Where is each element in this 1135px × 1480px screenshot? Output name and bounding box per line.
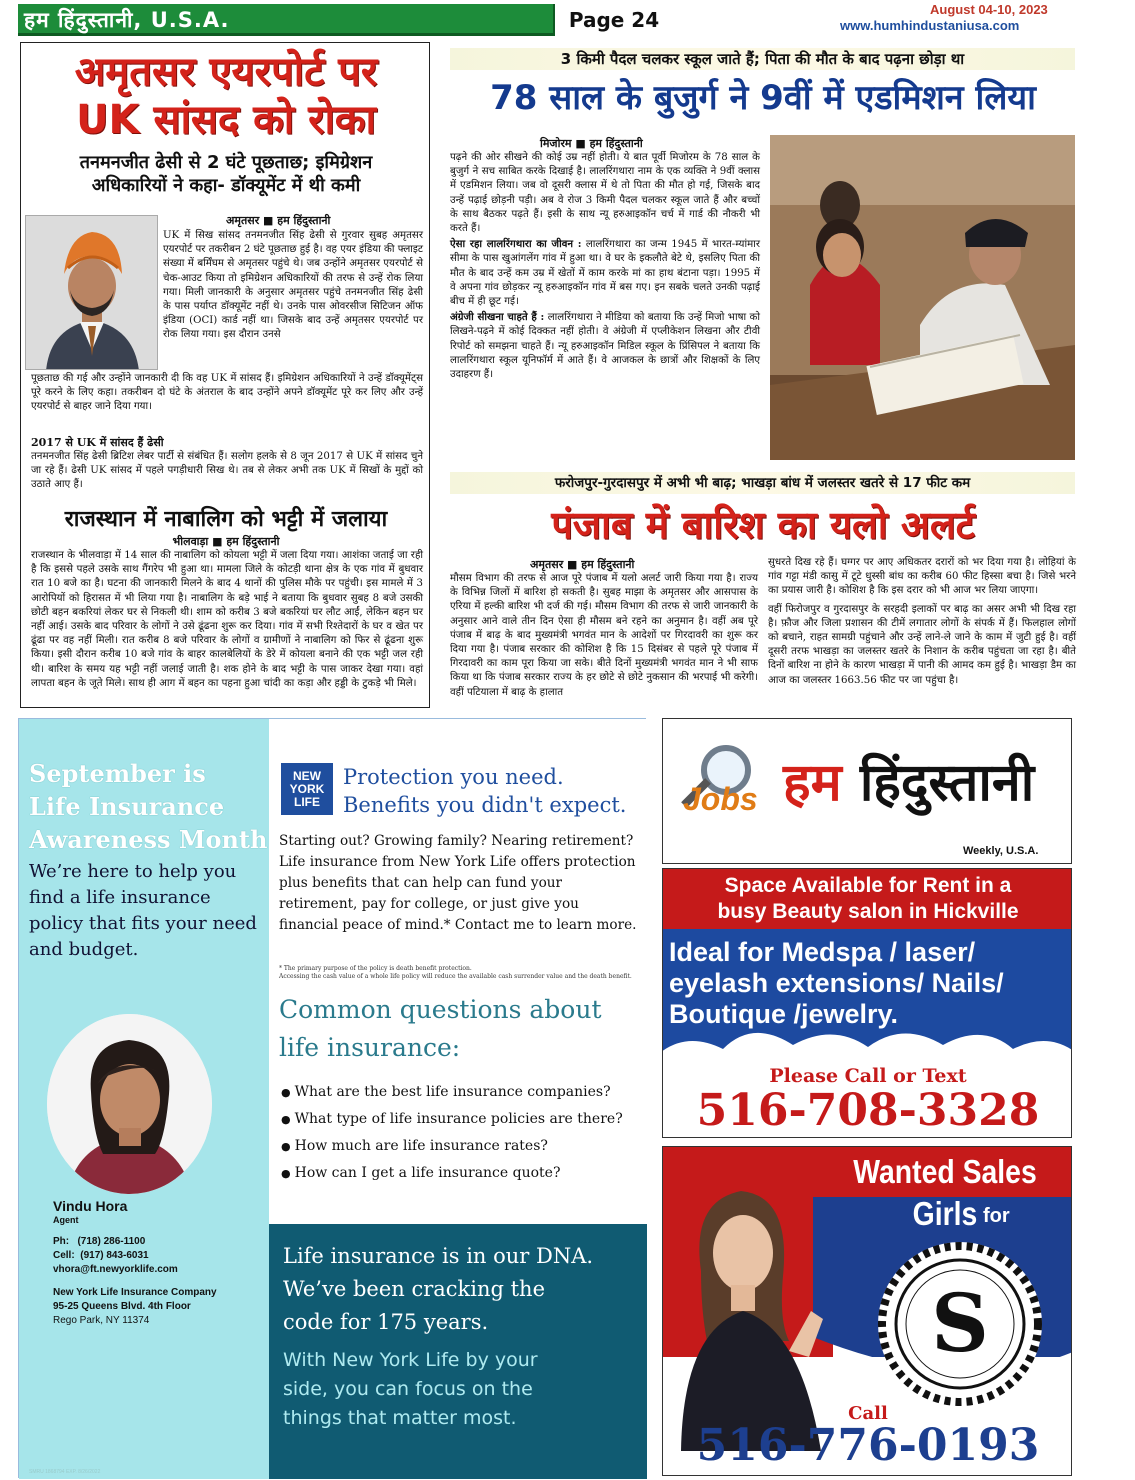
punjab-dateline: अमृतसर ■ हम हिंदुस्तानी [530,558,635,571]
website-link[interactable]: www.humhindustaniusa.com [840,18,1020,33]
sales-for: for [983,1205,1010,1227]
salon-description [669,937,1069,1030]
nyl-dna-line-1: Life insurance is in our DNA. [283,1244,594,1268]
agent-cell[interactable]: (917) 843-6031 [80,1250,149,1261]
mizoram-body [450,151,760,382]
nyl-questions-title-1: Common questions about [279,995,602,1024]
classroom-illustration [770,135,1075,460]
mp-portrait-illustration [26,216,158,370]
list-item: ● What type of life insurance policies are there? [281,1106,641,1133]
logo-line-3: LIFE [294,795,320,809]
sales-girls-ad[interactable] [662,1146,1072,1476]
mizoram-para-3-text: लालरिंगथारा ने मीडिया को बताया कि उन्हें मिजो भाषा को लिखने-पढ़ने में कोई दिक्कत नहीं होती। वे अंग्रेजी में एप्लीकेशन लिखना और टीवी रिपोर्ट को समझना चाहते हैं। न्यू हरुआइकॉन मिडिल स्कूल के प्रिंसिपल ने बताया कि लालरिंगथारा स्कूल यूनिफॉर्म में आते हैं। वे आजकल के छात्रों और शिक्षकों के लिए उदाहरण हैं। [450,312,760,381]
agent-contact [53,1199,268,1328]
salon-logo-letter: S [931,1276,989,1370]
mizoram-para-3 [450,310,760,382]
punjab-headline: पंजाब में बारिश का यलो अलर्ट [551,503,975,547]
mizoram-subhead-2: ऐसा रहा लालरिंगथारा का जीवन : [450,238,582,251]
nyl-side-line-1: With New York Life by your [283,1349,538,1371]
nyl-awareness-line-1: September is [29,759,206,788]
salon-logo-icon [875,1239,1045,1409]
nyl-questions-title [279,991,639,1067]
agent-address-2: Rego Park, NY 11374 [53,1315,150,1326]
agent-company: New York Life Insurance Company [53,1287,217,1298]
rajasthan-dateline: भीलवाड़ा ■ हम हिंदुस्तानी [172,535,280,548]
sales-title: Wanted Sales Girls [853,1153,1037,1232]
uk-subheadline [31,151,421,197]
salon-heading-1: Space Available for Rent in a [724,874,1012,897]
nyl-dna-panel [269,1224,647,1479]
salon-desc-1: Ideal for Medspa / laser/ [669,937,976,967]
agent-address-1: 95-25 Queens Blvd. 4th Floor [53,1301,191,1312]
list-item: ● How much are life insurance rates? [281,1133,641,1160]
masthead-title: हम हिंदुस्तानी, U.S.A. [24,8,230,32]
nyl-awareness-line-2: Life Insurance [29,792,225,821]
agent-email[interactable]: vhora@ft.newyorklife.com [53,1264,178,1275]
cell-label: Cell: [53,1250,75,1261]
agent-portrait-illustration [47,1014,212,1194]
uk-subheadline-line-1: तनमनजीत ढेसी से 2 घंटे पूछताछ; इमिग्रेशन [79,152,373,173]
sales-call-label: Call [848,1403,888,1424]
salon-desc-2: eyelash extensions/ Nails/ [669,968,1004,998]
agent-cell-row [53,1249,268,1263]
punjab-column-2-para-1: सुधरते दिख रहे हैं। घग्गर पर आए अधिकतर दरारों को भर दिया गया है। लोहियां के गांव गट्टा मंडी कासु में टूटे धुस्सी बांध का करीब 60 फीट हिस्सा बचा है। जिसे भरने का प्रयास जारी है। कोशिश है कि इस दरार को भी आज भर लिया जाएगा। [768,557,1076,597]
uk-subheadline-line-2: अधिकारियों ने कहा- डॉक्यूमेंट में थी कमी [91,175,361,196]
salon-phone[interactable]: 516-708-3328 [696,1085,1040,1136]
salon-call-to-action: Please Call or Text [769,1065,967,1087]
nyl-fine-print-1: * The primary purpose of the policy is death benefit protection. [279,965,472,972]
mizoram-para-1: पढ़ने की ओर सीखने की कोई उम्र नहीं होती। ये बात पूर्वी मिजोरम के 78 साल के बुजुर्ग ने सच साबित करके दिखाई है। लालरिंगथारा नाम के एक व्यक्ति ने 9वीं क्लास में एडमिशन लिया। जब वो दूसरी क्लास में थे तो पिता की मौत हो गई, जिसके बाद उन्हें पढ़ाई छोड़नी पड़ी। अब वे रोज 3 किमी पैदल चलकर स्कूल जाते हैं और बच्चों के साथ बैठकर पढ़ते हैं। इसी के साथ न्यू हरुआइकॉन चर्च में गार्ड की नौकरी भी करते हैं। [450,152,760,235]
nyl-tagline [343,763,643,819]
nyl-fine-print [279,965,639,981]
uk-section-head: 2017 से UK में सांसद हैं ढेसी [31,436,164,449]
uk-headline-line-1: अमृतसर एयरपोर्ट पर [74,49,378,95]
page-number: Page 24 [553,4,673,36]
jobs-ad[interactable] [662,718,1072,864]
nyl-right-panel [269,719,647,1479]
salon-heading-2: busy Beauty salon in Hickville [717,900,1019,923]
nyl-questions-title-2: life insurance: [279,1033,461,1062]
jobs-word: Jobs [683,781,758,817]
nyl-side-statement [283,1346,643,1433]
nyl-left-panel [19,719,269,1479]
mizoram-para-2 [450,237,760,309]
uk-body-side: UK में सिख सांसद तनमनजीत सिंह ढेसी से गुरवार सुबह अमृतसर एयरपोर्ट पर तकरीबन 2 घंटे पूछताछ हुई है। वह एयर इंडिया की फ्लाइट संख्या में बर्मिंघम से अमृतसर पहुंचे थे। जब उन्होंने अमृतसर एयरपोर्ट से चेक-आउट किया तो इमिग्रेशन अधिकारियों की तरफ से उन्हें रोक लिया गया। मिली जानकारी के अनुसार अमृतसर पहुंचे तनमनजीत सिंह ढेसी के पास पर्याप्त डॉक्यूमेंट नहीं थे। उनके पास ओवरसीज सिटिजन ऑफ इंडिया (OCI) कार्ड नहीं था। जिसके बाद उन्हें अमृतसर एयरपोर्ट पर रोक लिया गया। इस दौरान उनसे [163,230,423,341]
uk-body-continued: पूछताछ की गई और उन्होंने जानकारी दी कि वह UK में सांसद हैं। इमिग्रेशन अधिकारियों ने उन्हें डॉक्यूमेंट्स पूरे करने के लिए कहा। तकरीबन दो घंटे के अंतराल के बाद उन्होंने अपने डॉक्यूमेंट पूरे कर लिए और उन्हें एयरपोर्ट से बाहर जाने दिया गया। [31,373,423,413]
salon-rent-ad[interactable] [662,868,1072,1138]
agent-photo [47,1014,212,1194]
punjab-kicker: फरोजपुर-गुरदासपुर में अभी भी बाढ़; भाखड़ा बांध में जलस्तर खतरे से 17 फीट कम [450,472,1075,494]
salon-heading [663,869,1072,929]
agent-phone-row [53,1235,268,1249]
uk-section-body: तनमनजीत सिंह ढेसी ब्रिटिश लेबर पार्टी से संबंधित हैं। सलोग हलके से 8 जून 2017 से UK में सांसद चुने जा रहे हैं। ढेसी UK सांसद में पहले पगड़ीधारी सिख थे। तब से लेकर अभी तक UK में सिखों के मुद्दों को उठाते आए हैं। [31,451,423,491]
salon-desc-3: Boutique /jewelry. [669,999,899,1029]
masthead [18,4,673,36]
nyl-tagline-line-2: Benefits you didn't expect. [343,793,627,817]
logo-line-1: NEW [293,769,321,783]
punjab-column-2-para-2: वहीं फिरोजपुर व गुरदासपुर के सरहदी इलाकों पर बाढ़ का असर अभी भी दिख रहा है। फ़ौज और जिला प्रशासन की टीमें लगातार लोगों के संपर्क में हैं। फिलहाल लोगों को बचाने, राहत सामग्री पहुंचाने और उन्हें लाने-ले जाने के काम में जुटी हुई है। वहीं दूसरी तरफ भाखड़ा का जलस्तर खतरे के निशान के करीब पहुंचता जा रहा है। बीते दिनों बारिश ना होने के कारण भाखड़ा में पानी की आमद कम हुई है। भाखड़ा डैम का आज का जलस्तर 1663.56 फीट पर जा पहुंचा है। [768,603,1076,686]
rajasthan-headline: राजस्थान में नाबालिग को भट्टी में जलाया [64,507,388,532]
nyl-dna-statement [283,1240,643,1339]
uk-mp-article [20,42,430,708]
nyl-description: Starting out? Growing family? Nearing retirement? Life insurance from New York Life offers protection plus benefits that can help can fund your retirement, pay for college, or just give you financial peace of mind.* Contact me to learn more. [279,833,637,933]
jobs-brand-1: हम [783,753,860,813]
uk-dateline: अमृतसर ■ हम हिंदुस्तानी [226,214,331,227]
mp-photo [25,215,158,370]
nyl-fine-print-2: Accessing the cash value of a whole life policy will reduce the available cash surrender value and the death benefit. [279,973,632,980]
nyl-pitch: We’re here to help you find a life insurance policy that fits your need and budget. [29,861,257,960]
nyl-side-line-2: side, you can focus on the [283,1378,533,1400]
nyl-tagline-line-1: Protection you need. [343,765,564,789]
nyl-questions-list [281,1079,641,1187]
agent-title: Agent [53,1215,79,1225]
list-item: ● What are the best life insurance companies? [281,1079,641,1106]
nyl-side-line-3: things that matter most. [283,1407,517,1429]
uk-headline-line-2: UK सांसद को रोका [76,97,376,143]
mizoram-para-2-text: लालरिंगथारा का जन्म 1945 में भारत-म्यांमार सीमा के पास खुआंगलेंग गांव में हुआ था। वे घर के इकलौते बेटे थे, इसलिए पिता की मौत के बाद उन्हें कम उम्र में खेतों में काम करके मां का हाथ बंटाना पड़ा। 1995 में वे अपना गांव छोड़कर न्यू हरुआइकॉन गांव में बस गए। इन सबके चलते उनकी पढ़ाई बीच में ही छूट गई। [450,239,760,308]
agent-name: Vindu Hora [53,1198,128,1214]
agent-phone[interactable]: (718) 286-1100 [77,1236,146,1247]
classroom-photo [770,135,1075,460]
new-york-life-logo [281,763,333,815]
list-item: ● How can I get a life insurance quote? [281,1160,641,1187]
sales-phone[interactable]: 516-776-0193 [696,1420,1040,1471]
nyl-awareness-heading [29,757,269,856]
logo-line-2: YORK [289,782,325,796]
nyl-dna-line-2: We’ve been cracking the [283,1277,545,1301]
mizoram-dateline: मिजोरम ■ हम हिंदुस्तानी [540,137,643,150]
new-york-life-ad[interactable] [18,718,646,1478]
punjab-column-2 [768,556,1076,688]
mizoram-kicker: 3 किमी पैदल चलकर स्कूल जाते हैं; पिता की मौत के बाद पढ़ना छोड़ा था [450,48,1075,70]
issue-date: August 04-10, 2023 [930,2,1048,17]
jobs-brand [783,733,1073,833]
punjab-column-1: मौसम विभाग की तरफ से आज पूरे पंजाब में यलो अलर्ट जारी किया गया है। राज्य के विभिन्न जिलों में बारिश हो सकती है। सुबह माझा के अमृतसर और आसपास के एरिया में हल्की बारिश भी दर्ज की गई। मौसम विभाग की तरफ से जारी जानकारी के अनुसार आने वाले तीन दिन ऐसा ही मौसम बने रहने का अनुमान है। वहीं अब पूरे पंजाब में बाढ़ के बाद मुख्यमंत्री भगवंत मान के आदेशों पर गिरदावरी का शुरू कर दिया गया है। पंजाब सरकार की कोशिश है कि 15 दिसंबर से पहले पूरे पंजाब में गिरदावरी का काम पूरा किया जा सके। बीते दिनों मुख्यमंत्री भगवंत मान ने भी साफ किया था कि पंजाब सरकार राज्य के हर छोटे से छोटे नुकसान की भरपाई भी करेगी। वहीं पटियाला में बाढ़ के हालात [450,573,758,698]
nyl-dna-line-3: code for 175 years. [283,1310,489,1334]
phone-label: Ph: [53,1236,70,1247]
rajasthan-body: राजस्थान के भीलवाड़ा में 14 साल की नाबालिग को कोयला भट्टी में जला दिया गया। आशंका जताई जा रही है कि इससे पहले उसके साथ गैंगरेप भी हुआ था। मामला जिले के कोटड़ी थाना क्षेत्र के एक गांव में बुधवार रात 10 बजे का है। घटना की जानकारी मिलने के बाद 4 थानों की पुलिस मौके पर पहुंची। इस मामले में 3 आरोपियों को हिरासत में भी लिया गया है। नाबालिग के बड़े भाई ने बताया कि बुधवार सुबह 8 बजे उसकी छोटी बहन बकरियां लेकर घर से निकली थी। शाम को करीब 3 बजे बकरियां घर लौट आईं, लेकिन बहन घर नहीं आई। उसके बाद परिवार के लोगों ने उसे ढूंढना शुरू कर दिया। गांव में सभी रिश्तेदारों के घर व खेत पर ढूंढा पर वह नहीं मिली। रात करीब 8 बजे परिवार के लोगों व ग्रामीणों ने नाबालिग को फिर से ढूंढना शुरू किया। इसी दौरान करीब 10 बजे गांव के बाहर कालबेलियों के डेरे में कोयला बनाने की एक भट्टी जल रही थी। बारिश के समय यह भट्टी नहीं जलाई जाती है। शक होने के बाद भट्टी के पास जाकर देखा गया। वहां लापता बहन के जूते मिले। साथ ही आग में बहन का पहना हुआ चांदी का कड़ा और हड्डी के टुकड़े भी मिले। [31,550,423,689]
jobs-brand-2: हिंदुस्तानी [859,753,1035,813]
mizoram-headline: 78 साल के बुजुर्ग ने 9वीं में एडमिशन लिया [490,78,1036,118]
jobs-weekly: Weekly, U.S.A. [963,845,1039,857]
mizoram-subhead-3: अंग्रेजी सीखना चाहते हैं : [450,311,545,324]
nyl-code: SMRU 1868794 EXP. 8/26/2022 [29,1469,101,1475]
nyl-awareness-line-3: Awareness Month [29,825,268,854]
